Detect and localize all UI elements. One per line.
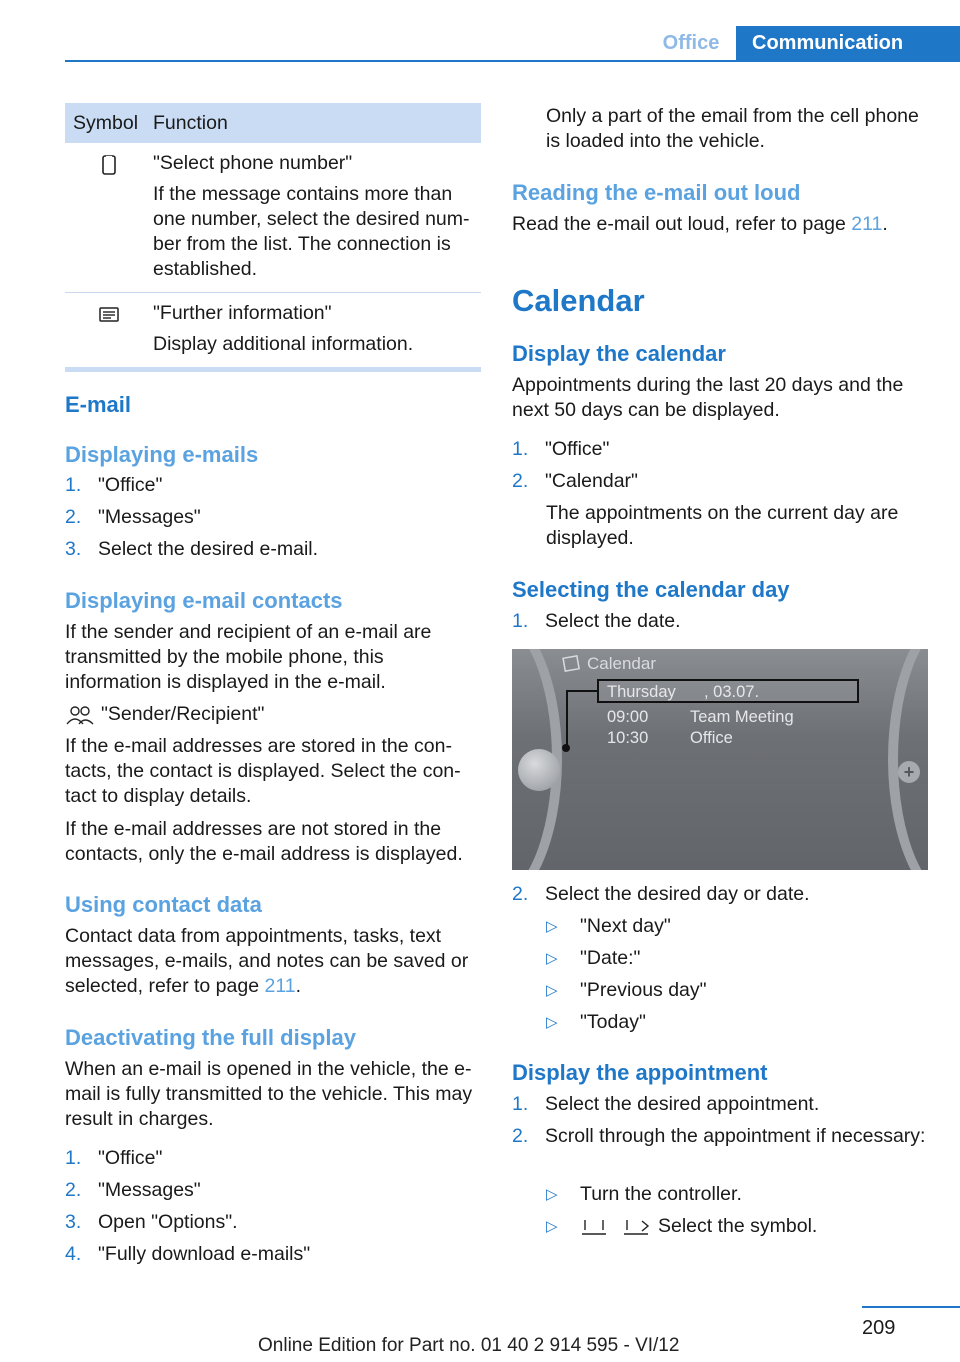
scroll-down-icon [622,1217,652,1237]
list-item: 4. "Fully download e-mails" [65,1243,311,1265]
callout-line [566,690,568,748]
calendar-screenshot [512,649,928,870]
table-bottom-rule [65,367,481,372]
calendar-icon [562,653,582,673]
table-row [65,143,481,293]
calendar-heading: Calendar [512,283,645,318]
sender-recipient-row [65,702,481,727]
controller-knob-icon [518,749,560,791]
col-symbol-header: Symbol [73,111,139,134]
sender-recipient-label: "Sender/Recipient" [101,703,265,725]
list-item: 2. Select the desired day or date. [512,883,810,905]
display-appointment-steps [512,1092,928,1156]
list-item: ▷ "Previous day" [546,979,707,1001]
list-item: ▷ "Date:" [546,947,641,969]
list-item: ▷ "Today" [546,1011,646,1033]
display-appointment-bullets [546,1182,928,1246]
callout-dot [562,744,570,752]
screen-entry-time: 10:30 [607,729,649,747]
page-link[interactable]: 211 [851,213,883,235]
screen-entry-label[interactable]: Team Meeting [690,708,794,726]
table-row [65,293,481,367]
display-calendar-para: Appointments during the last 20 days and the next 50 days can be displayed. [512,374,904,421]
row-title: "Further information" [153,302,332,324]
header-rule [65,60,960,62]
select-day-options [546,914,928,1042]
full-display-steps [65,1146,481,1274]
screen-title: Calendar [587,654,656,673]
displaying-emails-heading: Displaying e-mails [65,442,259,467]
row-title: "Select phone number" [153,152,353,174]
list-item: 3. Open "Options". [65,1211,238,1233]
scroll-up-icon [580,1217,610,1237]
symbol-table [65,103,481,372]
display-appointment-heading: Display the appointment [512,1060,768,1085]
full-display-para: When an e-mail is opened in the vehicle, the e-mail is fully transmitted to the vehicle. This may result in charges. [65,1058,473,1130]
list-item: 2. "Messages" [65,506,201,528]
contacts-para1: If the sender and recipient of an e-mail are transmitted by the mobile phone, this information is displayed in the e-mail. [65,621,432,693]
contacts-para3: If the e-mail addresses are not stored in the contacts, only the e-mail address is displayed. [65,818,463,865]
table-header [65,103,481,143]
callout-line [567,690,599,692]
screen-entry-label[interactable]: Office [690,729,733,747]
screen-date: , 03.07. [704,683,760,701]
info-icon [97,305,121,325]
display-calendar-note: The appointments on the current day are displayed. [546,502,899,549]
zoom-plus-icon: + [898,761,920,783]
display-calendar-steps [512,437,928,501]
select-day-step2 [512,882,928,914]
page-link[interactable]: 211 [264,975,296,997]
screen-entry-time: 09:00 [607,708,649,726]
partial-note: Only a part of the email from the cell phone is loaded into the vehicle. [546,105,919,152]
col-function-header: Function [153,111,228,134]
list-item: 1. Select the desired appointment. [512,1093,820,1115]
select-day-heading: Selecting the calendar day [512,577,790,602]
list-item: ▷ "Next day" [546,915,671,937]
select-day-step1 [512,609,928,641]
email-contacts-heading: Displaying e-mail contacts [65,588,343,613]
read-aloud-heading: Reading the e-mail out loud [512,180,801,205]
email-heading: E-mail [65,392,132,417]
list-item: ▷ Turn the controller. [546,1183,742,1205]
list-item: 1. Select the date. [512,610,681,632]
contacts-para2: If the e-mail addresses are stored in the contacts, the contact is displayed. Select the contact to display details. [65,735,461,807]
list-item: 1. "Office" [512,438,610,460]
list-item: 2. "Calendar" [512,470,638,492]
screen-ring-right [888,649,928,870]
footer-rule [862,1306,960,1308]
contact-data-para: Contact data from appointments, tasks, text messages, e-mails, and notes can be saved or selected, refer to page 211. [65,925,469,997]
edition-footer: Online Edition for Part no. 01 40 2 914 595 - VI/12 [258,1335,680,1356]
screen-day: Thursday [607,683,676,701]
contact-data-heading: Using contact data [65,892,262,917]
row-desc: If the message contains more than one number, select the desired number from the list. The connection is established. [153,183,470,280]
list-item: 2. "Messages" [65,1179,201,1201]
read-aloud-para: Read the e-mail out loud, refer to page 211. [512,213,888,235]
row-desc: Display additional information. [153,333,414,355]
display-calendar-heading: Display the calendar [512,341,726,366]
contacts-icon [65,704,95,726]
list-item: 1. "Office" [65,1147,163,1169]
list-item: 2. Scroll through the appointment if necessary: [512,1125,926,1147]
tab-communication[interactable]: Communication [736,26,960,62]
tab-office[interactable]: Office [662,32,720,54]
displaying-emails-steps [65,473,481,569]
list-item: 1. "Office" [65,474,163,496]
full-display-heading: Deactivating the full display [65,1025,356,1050]
page-number: 209 [862,1317,896,1339]
list-item: ▷ Select the symbol. [546,1215,818,1237]
phone-icon [99,155,119,175]
list-item: 3. Select the desired e-mail. [65,538,319,560]
